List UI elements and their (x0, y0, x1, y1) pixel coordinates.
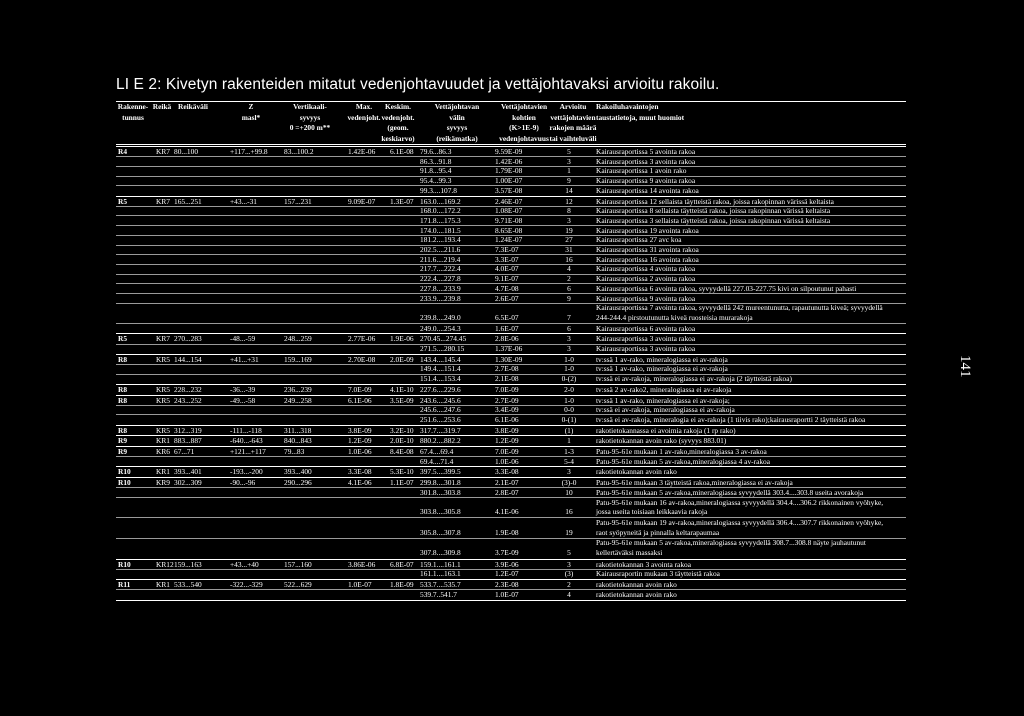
cell-mean: 6.8E-07 (390, 559, 414, 569)
cell-vk: 3.7E-09 (495, 548, 519, 557)
column-header: Reikä (152, 102, 172, 111)
cell-vk: 8.65E-08 (495, 225, 523, 235)
cell-max: 9.09E-07 (348, 196, 376, 206)
cell-vk: 2.1E-07 (495, 478, 519, 488)
cell-note: Kairausraportissa 6 avointa rakoa (596, 323, 696, 333)
cell-note: Kairausraportissa 9 avointa rakoa (596, 293, 696, 303)
cell-max: 2.77E-06 (348, 334, 376, 344)
column-header: vedenjohtavuus (499, 133, 549, 143)
cell-z: -111...-118 (230, 425, 262, 435)
table-title: LI E 2: Kivetyn rakenteiden mitatut vedenjohtavuudet ja vettäjohtavaksi arvioitu rakoilu. (116, 76, 720, 93)
cell-unit: R5 (118, 334, 128, 344)
cell-vinterval: 227.6....229.6 (420, 384, 461, 394)
cell-note: Kairausraportissa 3 avointa rakoa (596, 334, 696, 344)
cell-note: Kairausraportissa 9 avointa rakoa (596, 176, 696, 186)
cell-note: Kairausraportissa 8 sellaista täytteistä rakoa, joissa rakopinnan värissä keltaista (596, 206, 831, 216)
cell-vk: 7.0E-09 (495, 447, 519, 456)
cell-vinterval: 99.3....107.8 (420, 185, 457, 195)
cell-mean: 3.2E-10 (390, 425, 414, 435)
cell-vk: 3.3E-08 (495, 467, 519, 477)
cell-hole: KR6 (156, 447, 170, 456)
cell-unit: R8 (118, 354, 128, 364)
cell-hole: KR5 (156, 395, 170, 405)
cell-unit: R8 (118, 384, 128, 394)
cell-count: 3 (567, 467, 571, 477)
cell-note: rakotietokannan avoin rako (syvyys 883.01) (596, 436, 727, 446)
cell-vk: 1.0E-06 (495, 456, 519, 466)
cell-note: Kairausraportissa 6 avointa rakoa, syvyydellä 227.03-227.75 kivi on silpoutunut pahasti (596, 283, 857, 293)
cell-note: Kairausraportissa 1 avoin rako (596, 166, 687, 176)
cell-count: 16 (565, 254, 573, 264)
cell-vinterval: 202.5....211.6 (420, 245, 461, 254)
cell-hole: KR1 (156, 467, 170, 477)
cell-note: Patu-95-61e mukaan 5 av-rakoa,mineralogiassa 4 av-rakoa (596, 456, 771, 466)
cell-vinterval: 168.0....172.2 (420, 206, 461, 216)
cell-unit: R9 (118, 436, 128, 446)
cell-interval: 243...252 (174, 395, 202, 405)
cell-note: raot syöpyneitä ja pinnalla keltarapaumaa (596, 527, 720, 537)
cell-note: Kairausraportissa 3 avointa rakoa (596, 156, 696, 166)
cell-vinterval: 233.9....239.8 (420, 293, 461, 303)
cell-count: 1-0 (564, 354, 574, 364)
cell-count: 16 (565, 507, 573, 517)
cell-max: 3.3E-08 (348, 467, 372, 477)
cell-vk: 1.9E-08 (495, 527, 519, 537)
cell-max: 6.1E-06 (348, 395, 372, 405)
cell-vinterval: 95.4...99.3 (420, 176, 452, 186)
cell-note: tv:ssä ei av-rakoja, mineralogiassa ei av-rakoja (596, 405, 735, 415)
column-header: Max. (355, 102, 373, 111)
cell-note: tv:ssä ei av-rakoja, mineralogiassa ei av-rakoja (2 täytteistä rakoa) (596, 374, 792, 384)
column-header: Reikäväli (178, 102, 208, 111)
cell-interval: 159...163 (174, 559, 202, 569)
cell-vinterval: 222.4....227.8 (420, 274, 461, 284)
cell-vdepth: 311...318 (284, 425, 312, 435)
cell-unit: R11 (118, 580, 131, 590)
cell-count: 19 (565, 527, 573, 537)
cell-count: 2 (567, 580, 571, 590)
cell-z: -36...-39 (230, 384, 256, 394)
cell-note: 244-244.4 pirstoutunutta kiveä ruosteisia murarakoja (596, 312, 753, 322)
cell-vdepth: 840...843 (284, 436, 312, 446)
cell-note: tv:ssä ei av-rakoja, mineralogia ei av-rakoja (1 tiivis rako);kairausraportti 2 täytteistä rakoa (596, 414, 866, 424)
cell-vk: 9.71E-08 (495, 215, 523, 225)
cell-z: +41...+31 (230, 354, 259, 364)
cell-z: +43...-31 (230, 196, 257, 206)
cell-note: Kairausraportissa 14 avointa rakoa (596, 185, 699, 195)
cell-count: 0-(2) (561, 374, 577, 384)
cell-vk: 4.1E-06 (495, 507, 519, 517)
column-header: Keskim. (384, 102, 412, 111)
column-header: keskiarvo) (381, 133, 415, 143)
cell-note: Patu-95-61e mukaan 19 av-rakoa,mineralogiassa syvyydellä 306.4....307.7 rikkonainen vyöhyke, (596, 517, 884, 527)
cell-vinterval: 301.8....303.8 (420, 487, 461, 497)
cell-mean: 6.1E-08 (390, 147, 414, 156)
cell-vinterval: 249.0....254.3 (420, 323, 461, 333)
column-header: syvyys (299, 112, 321, 122)
cell-vk: 1.79E-08 (495, 166, 523, 176)
cell-vk: 4.7E-08 (495, 283, 519, 293)
cell-z: -640...-643 (230, 436, 263, 446)
column-header: kohtien (512, 112, 536, 122)
column-header: syvyys (446, 123, 468, 132)
cell-count: 4 (567, 589, 571, 599)
cell-count: 8 (567, 206, 571, 216)
cell-vdepth: 393...400 (284, 467, 312, 477)
cell-note: Patu-95-61e mukaan 5 av-rakoa,mineralogiassa syvyydellä 303.4....303.8 useita avorakoja (596, 487, 864, 497)
cell-vinterval: 303.8....305.8 (420, 507, 461, 517)
cell-max: 4.1E-06 (348, 478, 372, 488)
cell-note: Kairausraportissa 7 avointa rakoa, syvyydellä 242 mureentunutta, rapautunutta kiveä; syvyydellä (596, 303, 883, 313)
cell-count: 0-(1) (561, 414, 577, 424)
cell-z: -90...-96 (230, 478, 256, 488)
cell-count: 19 (565, 225, 573, 235)
cell-note: tv:ssä 1 av-rako, mineralogiassa ei av-rakoja (596, 364, 728, 374)
cell-mean: 1.8E-09 (390, 580, 414, 590)
cell-count: 3 (567, 344, 571, 353)
cell-vdepth: 157...160 (284, 559, 312, 569)
column-header: vettäjohtavien (550, 112, 596, 122)
cell-max: 3.86E-06 (348, 559, 376, 569)
column-header: 0 =+200 m** (289, 123, 331, 132)
column-header: Arvioitu (559, 102, 587, 111)
cell-z: -322...-329 (230, 580, 263, 590)
cell-note: rakotietokannassa ei avoimia rakoja (1 rp rako) (596, 425, 736, 435)
cell-vk: 2.46E-07 (495, 196, 523, 206)
cell-max: 1.0E-07 (348, 580, 372, 590)
cell-vinterval: 539.7..541.7 (420, 589, 457, 599)
cell-mean: 1.3E-07 (390, 196, 414, 206)
cell-vk: 9.59E-09 (495, 147, 523, 156)
column-header: tai vaihteluväli (549, 133, 597, 143)
cell-vinterval: 397.5....399.5 (420, 467, 461, 477)
cell-mean: 2.0E-10 (390, 436, 414, 446)
cell-count: 9 (567, 293, 571, 303)
cell-vinterval: 217.7....222.4 (420, 264, 461, 274)
cell-hole: KR1 (156, 436, 170, 446)
cell-vdepth: 83...100.2 (284, 147, 314, 156)
cell-note: Patu-95-61e mukaan 5 av-rakoa,mineralogiassa syvyydellä 308.7...308.8 näyte jauhautunut (596, 538, 866, 548)
cell-vk: 1.08E-07 (495, 206, 523, 216)
cell-vdepth: 157...231 (284, 196, 312, 206)
cell-unit: R5 (118, 196, 128, 206)
cell-count: (3) (564, 569, 574, 579)
cell-count: 10 (565, 487, 573, 497)
cell-note: Patu-95-61e mukaan 16 av-rakoa,mineralogiassa syvyydellä 304.4....306.2 rikkonainen vyöhyke, (596, 497, 884, 507)
cell-note: Kairausraportissa 19 avointa rakoa (596, 225, 699, 235)
cell-note: rakotietokannan avoin rako (596, 589, 677, 599)
cell-hole: KR5 (156, 384, 170, 394)
cell-mean: 8.4E-08 (390, 447, 414, 456)
cell-vk: 1.42E-06 (495, 156, 523, 166)
cell-mean: 1.9E-06 (390, 334, 414, 344)
cell-note: rakotietokannan avoin rako (596, 467, 677, 477)
cell-interval: 270...283 (174, 334, 202, 344)
cell-max: 3.8E-09 (348, 425, 372, 435)
cell-vinterval: 67.4....69.4 (420, 447, 454, 456)
column-header: Rakenne- (117, 102, 149, 111)
cell-interval: 302...309 (174, 478, 202, 488)
cell-vdepth: 249...258 (284, 395, 312, 405)
column-header: rakojen määrä (549, 123, 597, 132)
cell-vinterval: 305.8....307.8 (420, 527, 461, 537)
cell-mean: 4.1E-10 (390, 384, 414, 394)
cell-interval: 144...154 (174, 354, 202, 364)
cell-interval: 165...251 (174, 196, 202, 206)
cell-vinterval: 163.0....169.2 (420, 196, 461, 206)
cell-vinterval: 174.0....181.5 (420, 225, 461, 235)
cell-vdepth: 522...629 (284, 580, 312, 590)
cell-note: Kairausraportissa 12 sellaista täytteistä rakoa, joissa rakopinnan värissä keltaista (596, 196, 834, 206)
cell-note: Kairausraportissa 5 avointa rakoa (596, 147, 696, 156)
column-header: masl* (241, 112, 261, 122)
cell-count: 5-4 (564, 456, 574, 466)
cell-vinterval: 533.7....535.7 (420, 580, 461, 590)
cell-vinterval: 245.6....247.6 (420, 405, 461, 415)
cell-count: 4 (567, 264, 571, 274)
cell-count: 1-3 (564, 447, 574, 456)
page-number: 141 (957, 355, 973, 378)
cell-vinterval: 243.6....245.6 (420, 395, 461, 405)
cell-unit: R9 (118, 447, 128, 456)
cell-vinterval: 171.8....175.3 (420, 215, 461, 225)
cell-hole: KR5 (156, 354, 170, 364)
cell-vk: 2.7E-08 (495, 364, 519, 374)
cell-count: 5 (567, 147, 571, 156)
cell-vinterval: 151.4....153.4 (420, 374, 461, 384)
cell-max: 1.42E-06 (348, 147, 376, 156)
column-header: (reikämatka) (436, 133, 478, 143)
cell-count: 7 (567, 312, 571, 322)
cell-note: tv:ssä 1 av-rako, mineralogiassa ei av-rakoja; (596, 395, 730, 405)
cell-vinterval: 91.8...95.4 (420, 166, 452, 176)
cell-vinterval: 159.1....161.1 (420, 559, 461, 569)
cell-interval: 67...71 (174, 447, 195, 456)
cell-vdepth: 236...239 (284, 384, 312, 394)
cell-count: 6 (567, 283, 571, 293)
cell-vinterval: 317.7....319.7 (420, 425, 461, 435)
cell-count: (1) (564, 425, 574, 435)
cell-count: 5 (567, 548, 571, 557)
cell-count: 9 (567, 176, 571, 186)
cell-vk: 3.9E-06 (495, 559, 519, 569)
column-header: Vertikaali- (293, 102, 327, 111)
cell-count: 12 (565, 196, 573, 206)
cell-vinterval: 149.4....151.4 (420, 364, 461, 374)
cell-note: Patu-95-61e mukaan 1 av-rako,mineralogiassa 3 av-rakoa (596, 447, 767, 456)
column-header: Vettäjohtavien (500, 102, 548, 111)
cell-count: 3 (567, 334, 571, 344)
cell-vinterval: 211.6....219.4 (420, 254, 461, 264)
column-header: Rakoiluhavaintojen (596, 102, 659, 111)
cell-count: 0-0 (564, 405, 574, 415)
cell-vinterval: 143.4....145.4 (420, 354, 461, 364)
cell-interval: 883...887 (174, 436, 202, 446)
column-header: vedenjoht. (381, 112, 415, 122)
cell-vk: 1.30E-09 (495, 354, 523, 364)
cell-unit: R8 (118, 395, 128, 405)
cell-vinterval: 239.8....249.0 (420, 312, 461, 322)
cell-z: -193...-200 (230, 467, 263, 477)
column-header: vedenjoht. (347, 112, 381, 122)
cell-count: 1 (567, 436, 571, 446)
cell-vinterval: 270.45...274.45 (420, 334, 467, 344)
cell-max: 2.70E-08 (348, 354, 376, 364)
table-rule (116, 600, 906, 601)
cell-note: Kairausraportissa 2 avointa rakoa (596, 274, 696, 284)
cell-vdepth: 248...259 (284, 334, 312, 344)
cell-vinterval: 227.8....233.9 (420, 283, 461, 293)
cell-vk: 3.4E-09 (495, 405, 519, 415)
data-table (116, 101, 906, 609)
cell-vk: 1.37E-06 (495, 344, 523, 353)
cell-vk: 1.00E-07 (495, 176, 523, 186)
cell-note: Kairausraportissa 16 avointa rakoa (596, 254, 699, 264)
cell-note: tv:ssä 1 av-rako, mineralogiassa ei av-rakoja (596, 354, 728, 364)
cell-count: 2 (567, 274, 571, 284)
cell-count: 3 (567, 215, 571, 225)
cell-mean: 5.3E-10 (390, 467, 414, 477)
column-header: välin (449, 112, 465, 122)
cell-unit: R10 (118, 478, 131, 488)
cell-hole: KR7 (156, 334, 170, 344)
cell-interval: 312...319 (174, 425, 202, 435)
cell-count: 1-0 (564, 395, 574, 405)
cell-vk: 4.0E-07 (495, 264, 519, 274)
cell-vk: 2.7E-09 (495, 395, 519, 405)
cell-note: Kairausraportissa 3 sellaista täytteistä rakoa, joissa rakopinnan värissä keltaista (596, 215, 831, 225)
cell-max: 1.0E-06 (348, 447, 372, 456)
cell-note: Kairausraportin mukaan 3 täytteistä rakoa (596, 569, 720, 579)
cell-interval: 533...540 (174, 580, 202, 590)
cell-note: jossa useita toisiaan leikkaavia rakoja (596, 507, 708, 517)
cell-count: 6 (567, 323, 571, 333)
column-header: Vettäjohtavan (434, 102, 480, 111)
cell-vinterval: 299.8....301.8 (420, 478, 461, 488)
cell-vdepth: 290...296 (284, 478, 312, 488)
cell-note: rakotietokannan avoin rako (596, 580, 677, 590)
column-header: (geom. (387, 123, 409, 132)
cell-hole: KR1 (156, 580, 170, 590)
cell-z: +43...+40 (230, 559, 259, 569)
cell-unit: R10 (118, 467, 131, 477)
cell-unit: R10 (118, 559, 131, 569)
cell-z: -49...-58 (230, 395, 256, 405)
cell-unit: R8 (118, 425, 128, 435)
cell-count: 1-0 (564, 364, 574, 374)
cell-max: 1.2E-09 (348, 436, 372, 446)
cell-hole: KR5 (156, 425, 170, 435)
cell-vk: 1.2E-07 (495, 569, 519, 579)
cell-unit: R4 (118, 147, 128, 156)
cell-z: -48...-59 (230, 334, 256, 344)
cell-vk: 3.3E-07 (495, 254, 519, 264)
cell-vinterval: 880.2....882.2 (420, 436, 461, 446)
cell-vinterval: 86.3...91.8 (420, 156, 452, 166)
cell-z: +117...+99.8 (230, 147, 268, 156)
cell-vinterval: 271.5....280.15 (420, 344, 465, 353)
cell-z: +121...+117 (230, 447, 266, 456)
cell-vk: 6.5E-07 (495, 312, 519, 322)
cell-vk: 1.2E-09 (495, 436, 519, 446)
cell-mean: 3.5E-09 (390, 395, 414, 405)
cell-count: 27 (565, 235, 573, 245)
table-rule (116, 144, 906, 145)
cell-note: Kairausraportissa 4 avointa rakoa (596, 264, 696, 274)
cell-vk: 2.1E-08 (495, 374, 519, 384)
cell-hole: KR12 (156, 559, 174, 569)
cell-note: Kairausraportissa 27 avc koa (596, 235, 682, 245)
cell-vk: 2.3E-08 (495, 580, 519, 590)
cell-vk: 1.0E-07 (495, 589, 519, 599)
cell-note: kellertäväksi massaksi (596, 548, 663, 557)
cell-vk: 1.6E-07 (495, 323, 519, 333)
cell-note: tv:ssä 2 av-rako2, mineralogiassa ei av-rakoja (596, 384, 732, 394)
cell-interval: 393...401 (174, 467, 202, 477)
cell-count: 1 (567, 166, 571, 176)
cell-vk: 1.24E-07 (495, 235, 523, 245)
cell-vk: 7.3E-07 (495, 245, 519, 254)
cell-vinterval: 307.8....309.8 (420, 548, 461, 557)
cell-count: 14 (565, 185, 573, 195)
cell-vinterval: 251.6....253.6 (420, 414, 461, 424)
column-header: Z (248, 102, 254, 111)
cell-mean: 1.1E-07 (390, 478, 414, 488)
column-header: taustatietoja, muut huomiot (596, 112, 685, 122)
cell-interval: 80...100 (174, 147, 199, 156)
cell-vk: 3.8E-09 (495, 425, 519, 435)
cell-vk: 2.8E-06 (495, 334, 519, 344)
cell-hole: KR7 (156, 196, 170, 206)
cell-vk: 2.8E-07 (495, 487, 519, 497)
cell-vk: 6.1E-06 (495, 414, 519, 424)
cell-vk: 9.1E-07 (495, 274, 519, 284)
cell-note: Kairausraportissa 3 avointa rakoa (596, 344, 696, 353)
column-header: tunnus (122, 112, 144, 122)
cell-vk: 2.6E-07 (495, 293, 519, 303)
cell-vinterval: 79.6...86.3 (420, 147, 452, 156)
cell-count: 2-0 (564, 384, 574, 394)
cell-vdepth: 79...83 (284, 447, 305, 456)
cell-count: 3 (567, 156, 571, 166)
cell-vdepth: 159...169 (284, 354, 312, 364)
cell-max: 7.0E-09 (348, 384, 372, 394)
cell-note: Patu-95-61e mukaan 3 täytteistä rakoa,mineralogiassa ei av-rakoja (596, 478, 793, 488)
cell-count: 3 (567, 559, 571, 569)
cell-note: Kairausraportissa 31 avointa rakoa (596, 245, 699, 254)
cell-vk: 3.57E-08 (495, 185, 523, 195)
cell-interval: 228...232 (174, 384, 202, 394)
cell-note: rakotietokannan 3 avointa rakoa (596, 559, 692, 569)
cell-vinterval: 181.2....193.4 (420, 235, 461, 245)
column-header: (K>1E-9) (509, 123, 539, 132)
cell-vinterval: 69.4....71.4 (420, 456, 454, 466)
cell-vinterval: 161.1....163.1 (420, 569, 461, 579)
cell-vk: 7.0E-09 (495, 384, 519, 394)
cell-count: (3)-0 (561, 478, 577, 488)
cell-mean: 2.0E-09 (390, 354, 414, 364)
cell-hole: KR9 (156, 478, 170, 488)
cell-hole: KR7 (156, 147, 170, 156)
cell-count: 31 (565, 245, 573, 254)
